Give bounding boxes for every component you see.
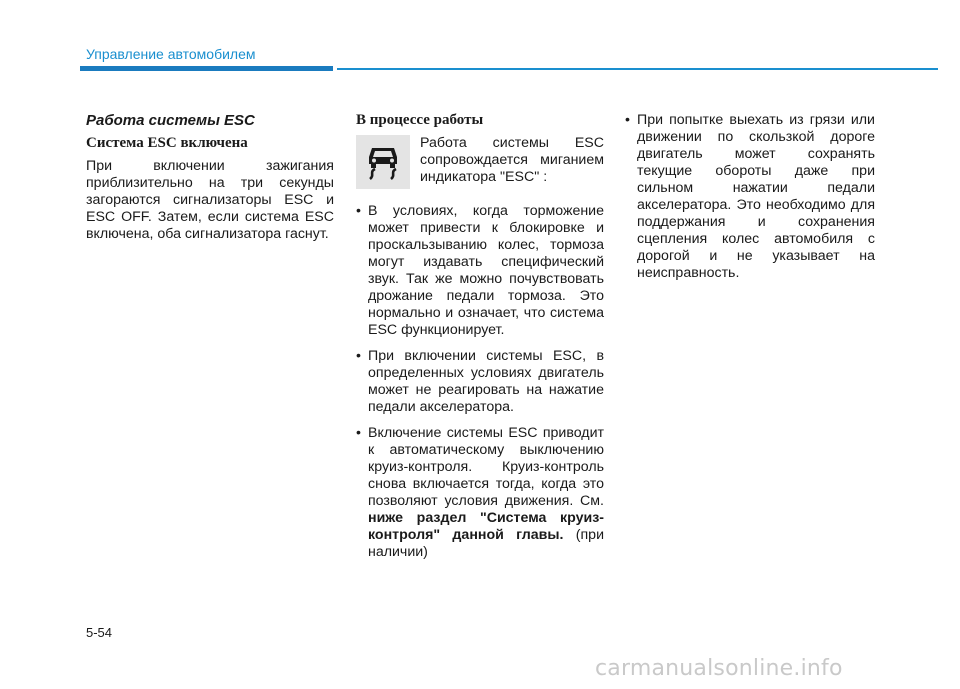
mud-bullet-list [625, 112, 875, 282]
header-rule-light [337, 68, 938, 70]
header-rule-dark [80, 66, 333, 71]
section-header-title: Управление автомобилем [86, 46, 256, 62]
column-1 [86, 112, 334, 243]
column-2 [356, 112, 604, 570]
column-3 [625, 112, 875, 291]
section-heading: Работа системы ESC [86, 112, 255, 129]
list-item: • При включении системы ESC, в определенных условиях двигатель может не реагировать на нажатие педали акселератора. [356, 348, 604, 416]
section-subheading: Система ESC включена [86, 135, 248, 151]
page-number: 5-54 [86, 625, 113, 640]
esc-skid-car-icon [356, 135, 410, 189]
cruise-note-text: Включение системы ESC приводит к автоматическому выключению круиз-контроля. Круиз-контроль снова включается тогда, когда это позволяют условия движения. См. [368, 425, 604, 509]
list-item: • В условиях, когда торможение может привести к блокировке и проскальзыванию колес, тормоза могут издавать специфический звук. Так же можно почувствовать дрожание педали тормоза. Это нормально и означает, что система ESC функционирует. [356, 203, 604, 339]
operation-heading: В процессе работы [356, 112, 484, 128]
list-item [356, 425, 604, 561]
cruise-note-suffix: (при наличии) [368, 527, 604, 560]
intro-paragraph: При включении зажигания приблизительно на три секунды загораются сигнализаторы ESC и ESC OFF. Затем, если система ESC включена, оба сигнализатора гаснут. [86, 158, 334, 242]
operation-bullet-list [356, 203, 604, 561]
watermark: carmanualsonline.info [595, 656, 843, 681]
cruise-reference: ниже раздел "Система круиз-контроля" данной главы. [368, 510, 604, 543]
indicator-row [356, 135, 604, 189]
indicator-text: Работа системы ESC сопровождается миганием индикатора "ESC" : [420, 135, 604, 185]
list-item: • При попытке выехать из грязи или движении по скользкой дороге двигатель может сохранять текущие обороты даже при сильном нажатии педали акселератора. Это необходимо для поддержания и сохранения сцепления колес автомобиля с дорогой и не указывает на неисправность. [625, 112, 875, 282]
